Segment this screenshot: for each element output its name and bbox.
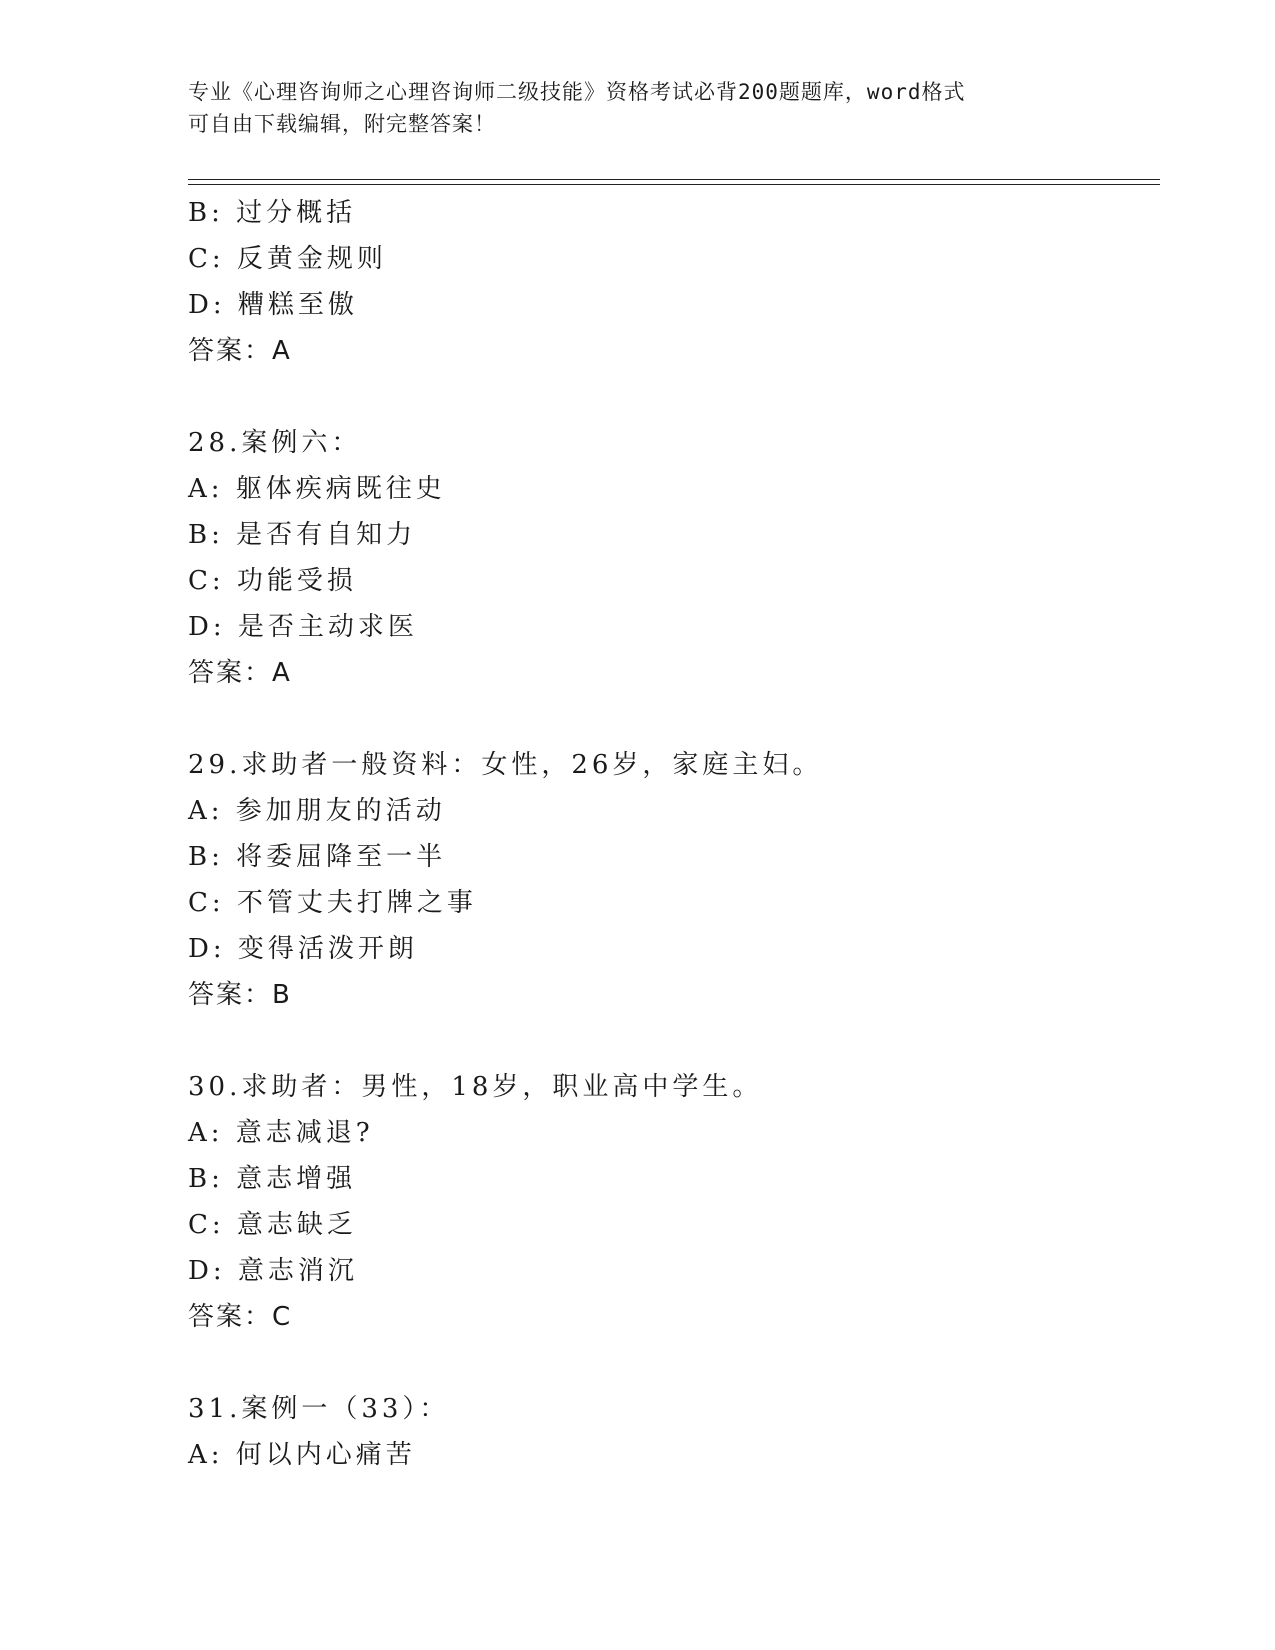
question-fragment <box>188 190 1148 374</box>
question-list <box>188 190 1148 1478</box>
question-title: 28.案例六： <box>188 428 362 458</box>
option-a: A: 何以内心痛苦 <box>188 1440 416 1470</box>
option-c: C: 不管丈夫打牌之事 <box>188 888 477 918</box>
question-title: 31.案例一（33）： <box>188 1394 450 1424</box>
answer-line: 答案：A <box>188 658 292 688</box>
option-c: C: 反黄金规则 <box>188 244 387 274</box>
option-c: C: 意志缺乏 <box>188 1210 357 1240</box>
header-line-2: 可自由下载编辑，附完整答案！ <box>188 112 496 136</box>
option-d: D: 意志消沉 <box>188 1256 358 1286</box>
header-divider-top <box>188 179 1160 180</box>
option-a: A: 参加朋友的活动 <box>188 796 446 826</box>
question-29 <box>188 742 1148 1018</box>
option-b: B: 将委屈降至一半 <box>188 842 447 872</box>
question-title: 30.求助者：男性，18岁，职业高中学生。 <box>188 1072 763 1102</box>
answer-line: 答案：B <box>188 980 292 1010</box>
option-d: D: 糟糕至傲 <box>188 290 358 320</box>
question-30 <box>188 1064 1148 1340</box>
option-b: B: 是否有自知力 <box>188 520 417 550</box>
option-d: D: 变得活泼开朗 <box>188 934 418 964</box>
answer-line: 答案：A <box>188 336 292 366</box>
option-b: B: 意志增强 <box>188 1164 357 1194</box>
question-title: 29.求助者一般资料：女性，26岁，家庭主妇。 <box>188 750 823 780</box>
answer-line: 答案：C <box>188 1302 293 1332</box>
option-a: A: 意志减退? <box>188 1118 374 1148</box>
option-a: A: 躯体疾病既往史 <box>188 474 446 504</box>
document-header <box>188 76 1088 140</box>
header-divider-bottom <box>188 184 1160 185</box>
option-d: D: 是否主动求医 <box>188 612 418 642</box>
option-b: B: 过分概括 <box>188 198 357 228</box>
question-28 <box>188 420 1148 696</box>
header-line-1: 专业《心理咨询师之心理咨询师二级技能》资格考试必背200题题库，word格式 <box>188 80 966 104</box>
option-c: C: 功能受损 <box>188 566 357 596</box>
question-31 <box>188 1386 1148 1478</box>
